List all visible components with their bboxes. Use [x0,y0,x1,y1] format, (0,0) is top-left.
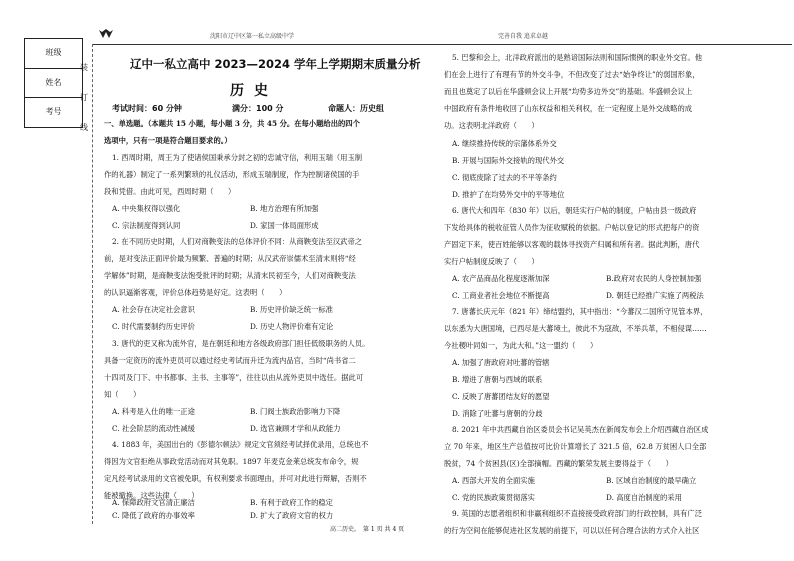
question-2-line: 的认识逼渐客观，评价总体趋势是好定。这表明（ ） [104,288,287,297]
school-logo-icon [98,25,114,37]
option-a[interactable]: A. 中央集权得以强化 [112,204,181,213]
question-5-line: 中国政府有条件地收回了山东权益和相关利权，在一定程度上是外交战略的成 [444,104,693,113]
question-5-line: 5. 巴黎和会上，北洋政府派出的是熟谙国际法则和国际惯例的职业外交官。他 [452,53,703,62]
option-b[interactable]: B. 历史评价缺乏统一标准 [250,305,333,314]
option-d[interactable]: D. 推护了在均势外交中的平等地位 [452,190,565,199]
option-b[interactable]: B. 区域自治制度的最早确立 [606,476,697,485]
question-8-line: 8. 2021 年中共西藏自治区委员会书记吴英杰在新闻发布会上介绍西藏自治区成 [452,425,709,434]
exam-number-label: 考号 [45,107,62,116]
option-c[interactable]: C. 降低了政府的办事效率 [112,511,195,520]
question-5-line: 而且也奠定了以后在华盛顿会议上开展“均势多边外交”的基础。华盛顿会议上 [444,87,693,96]
question-6-line: 6. 唐代大和四年（830 年）以后，朝廷实行户帖的制度，户帖由县一级政府 [452,206,697,215]
option-b[interactable]: B. 有利于政府工作的稳定 [250,498,333,507]
question-3-line: 3. 唐代的吏又称为流外官，是在朝廷和地方各级政府部门担任低级职务的人员。 [112,339,370,348]
header-divider [92,44,792,45]
question-4-line: 能被撤换。这些法律（ ） [104,491,199,500]
question-2-line: 学解体”时期，是商鞅变法饱受批评的时期；从清末民初至今，人们对商鞅变法 [104,271,356,280]
class-label: 班级 [45,48,62,57]
option-b[interactable]: B. 门阀士族政治影响力下降 [250,407,341,416]
question-9-line: 9. 英国的志愿者组织和非赢利组织不直接接受政府部门的行政控制，具有广泛 [452,509,703,518]
exam-author: 命题人：历史组 [328,104,384,113]
option-d[interactable]: D. 高度自治制度的采用 [606,493,682,502]
page-footer: 高二历史。 第 1 页 共 4 页 [330,526,405,533]
question-4-line: 定凡经考试录用的文官被免职，有权利要求书面理由，并可对此进行辩解，否则不 [104,474,367,483]
class-field[interactable] [25,39,82,68]
question-6-line: 产固定下来，使百姓能够以客观的载体寻找资产归属和所有者。据此判断，唐代 [444,240,700,249]
option-d[interactable]: D. 扩大了政府文官的权力 [250,511,334,520]
question-6-line: 下发给具体的税收征管人员作为征收赋税的依据。户帖以登记的形式把每户的资 [444,223,700,232]
question-9-line: 的行为空间在能够促进社区发展的前提下，可以以任何合理合法的方式介入社区 [444,526,700,535]
option-c[interactable]: C. 社会阶层的流动性减缓 [112,424,195,433]
exam-title: 辽中一私立高中 2023—2024 学年上学期期末质量分析 [130,57,421,71]
question-7-line: 以东悉为大唐国境，已西尽是大蕃境土，彼此不为寇敌，不举兵革，不相侵谋…… [444,324,707,333]
question-5-line: 功。这表明北洋政府（ ） [444,121,539,130]
question-1-line: 1. 西周时期，周王为了使诸侯国秉承分封之初的忠诚守信，利用玉瑞（用玉制 [112,153,363,162]
header-motto: 完善自我 追求卓越 [498,33,548,40]
question-1-line: 段和凭借。由此可见，西周时期（ ） [104,187,236,196]
option-a[interactable]: A. 农产品商品化程度逐渐加深 [452,274,550,283]
question-3-line: 具备一定资历的流外吏员可以通过经史考试而升迁为流内品官，当时“尚书省二 [104,356,356,365]
option-a[interactable]: A. 加强了唐政府对吐蕃的管辖 [452,358,550,367]
header-school-name: 沈阳市辽中区第一私立高级中学 [210,33,295,40]
question-3-line: 知（ ） [104,390,141,399]
binding-char: 订 [80,93,88,102]
exam-subject: 历史 [230,83,278,99]
question-2-line: 2. 在不同历史时期，人们对商鞅变法的总体评价不同：从商鞅变法至汉武帝之 [112,237,363,246]
option-d[interactable]: D. 历史人物评价难有定论 [250,322,334,331]
question-8-line: 脱贫，74 个贫困县(区)全部摘帽。西藏的繁荣发展主要得益于（ ） [444,459,673,468]
option-c[interactable]: C. 工商业者社会地位不断提高 [452,291,550,300]
option-c[interactable]: C. 党的民族政策贯彻落实 [452,493,535,502]
option-a[interactable]: A. 继续推持传统的宗藩体系外交 [452,139,557,148]
section-heading: 一、单选题。（本题共 15 小题，每小题 3 分，共 45 分。在每小题给出的四个 [104,119,360,128]
option-c[interactable]: C. 彻底废除了过去的不平等条约 [452,173,557,182]
question-5-line: 们在会上进行了有理有节的外交斗争，不但改变了过去“始争终让”的弱国形象， [444,70,700,79]
question-4-line: 4. 1883 年，美国出台的《彭德尔顿法》规定文官须经考试择优录用，总统也不 [112,440,369,449]
student-info-box [24,38,83,128]
binding-char: 线 [80,123,88,132]
option-d[interactable]: D. 朝廷已经推广实施了两税法 [606,291,704,300]
option-b[interactable]: B.政府对农民的人身控制加强 [606,274,702,283]
question-7-line: 7. 唐蕃长庆元年（821 年）缔结盟约，其中指出：“今蕃汉二国所守见管本界， [452,307,708,316]
option-c[interactable]: C. 时代需要制约历史评价 [112,322,195,331]
option-a[interactable]: A. 科考是入仕的唯一正途 [112,407,195,416]
question-4-line: 得因为文官拒绝从事政党活动而对其免职。1897 年麦克金莱总统发布命令，规 [104,457,359,466]
exam-score: 满分：100 分 [232,104,284,113]
option-c[interactable]: C. 宗法制度得到认同 [112,221,181,230]
binding-char: 装 [80,63,88,72]
option-a[interactable]: A. 保障政府文官清正廉洁 [112,498,195,507]
option-a[interactable]: A. 西部大开发的全面实施 [452,476,535,485]
option-d[interactable]: D. 家国一体局面形成 [250,221,319,230]
name-label: 姓名 [45,78,62,87]
exam-time: 考试时间：60 分钟 [112,104,182,113]
option-d[interactable]: D. 消除了吐蕃与唐朝的分歧 [452,409,543,418]
exam-number-field[interactable] [25,97,82,126]
question-3-line: 十四司及门下、中书都事、主书、主事等”，往往以由从流外吏员中选任。据此可 [104,373,364,382]
question-8-line: 立 70 年来，地区生产总值按可比价计算增长了 321.5 倍，62.8 万贫困人口全部 [444,442,707,451]
option-a[interactable]: A. 社会存在决定社会意识 [112,305,195,314]
option-c[interactable]: C. 反映了唐蕃团结友好的愿望 [452,392,550,401]
question-2-line: 前，是对变法正面评价最为频繁、普遍的时期；从汉武帝崇儒术至清末则将“经 [104,254,356,263]
option-b[interactable]: B. 开展与国际外交接轨的现代外交 [452,156,565,165]
question-7-line: 今社稷叶同如一，为此大和。”这一盟约（ ） [444,341,598,350]
option-b[interactable]: B. 地方治理有所加强 [250,204,319,213]
binding-line [92,44,93,524]
option-d[interactable]: D. 选官兼顾才学和从政能力 [250,424,341,433]
option-b[interactable]: B. 增进了唐朝与西域的联系 [452,375,543,384]
question-1-line: 作的礼器）制定了一系列繁琐的礼仪活动，形成玉瑞制度，作为控制诸侯国的手 [104,170,360,179]
name-field[interactable] [25,68,82,97]
question-6-line: 实行户帖制度反映了（ ） [444,257,539,266]
section-heading-cont: 选项中，只有一项是符合题目要求的。） [104,136,232,145]
